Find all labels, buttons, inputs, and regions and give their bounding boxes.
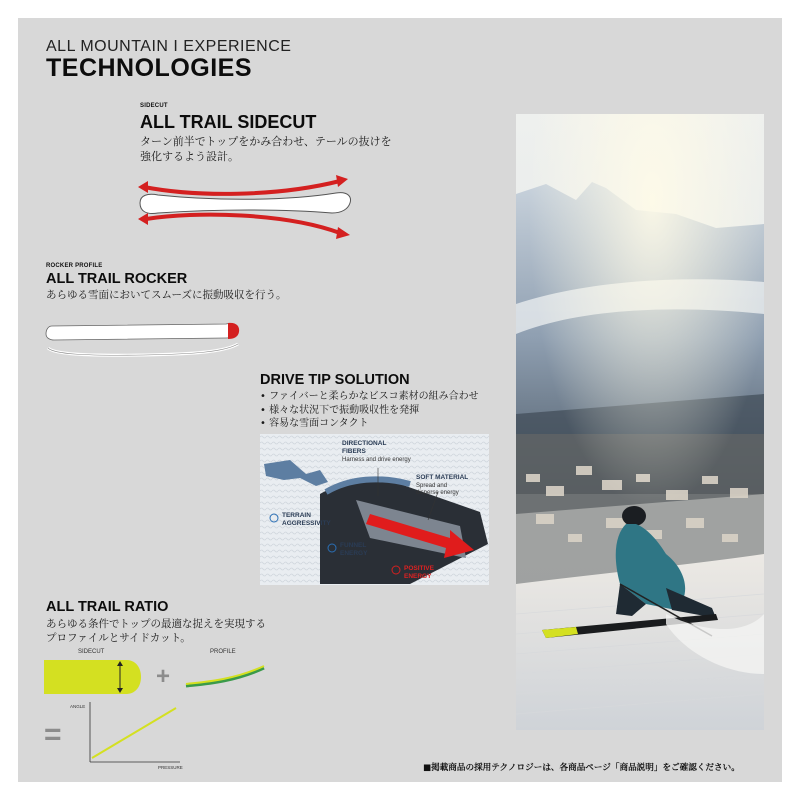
rocker-title: ALL TRAIL ROCKER [46, 271, 188, 287]
ratio-plus-sign: + [156, 663, 171, 690]
fibers-desc: Harness and drive energy [342, 457, 411, 463]
technologies-page [18, 18, 782, 782]
drive-tip-bullet-1: • ファイバーと柔らかなビスコ素材の組み合わせ [260, 391, 479, 402]
rocker-desc: あらゆる雪面においてスムーズに振動吸収を行う。 [46, 289, 287, 301]
sidecut-desc-line2: 強化するよう設計。 [140, 150, 239, 163]
fibers-title-2: FIBERS [342, 448, 366, 455]
skier-photo-illustration [516, 114, 764, 730]
skier-photo [516, 114, 764, 730]
ratio-sidecut-label: SIDECUT [78, 649, 105, 655]
graph-ratio-line [92, 708, 176, 758]
arrow-left-icon [138, 181, 148, 193]
ratio-graph [84, 698, 184, 770]
ratio-profile-label: PROFILE [210, 649, 236, 655]
rocker-small-label: ROCKER PROFILE [46, 263, 103, 269]
positive-label-2: ENERGY [404, 573, 432, 580]
header-title: TECHNOLOGIES [46, 54, 253, 82]
rocker-ski-diagram [44, 318, 244, 362]
drive-tip-bullet-2: • 様々な状況下で振動吸収性を発揮 [260, 405, 420, 416]
terrain-label-1: TERRAIN [282, 512, 311, 519]
funnel-label-1: FUNNEL [340, 542, 367, 549]
soft-material-title: SOFT MATERIAL [416, 474, 469, 481]
ratio-desc-line2: プロファイルとサイドカット。 [46, 632, 191, 644]
graph-x-label: PRESSURE [158, 765, 183, 770]
soft-material-desc-2: disperse energy [416, 490, 459, 496]
funnel-label-2: ENERGY [340, 550, 368, 557]
sidecut-small-label: SIDECUT [140, 103, 168, 109]
ski-side-profile [48, 344, 238, 355]
ratio-title: ALL TRAIL RATIO [46, 599, 169, 615]
header-supertitle: ALL MOUNTAIN I EXPERIENCE [46, 38, 292, 55]
fibers-title-1: DIRECTIONAL [342, 440, 387, 447]
footnote: ■掲載商品の採用テクノロジーは、各商品ページ「商品説明」をご確認ください。 [423, 763, 740, 773]
sidecut-bottom-curve [146, 215, 340, 233]
ski-top-view [140, 193, 350, 214]
sidecut-title: ALL TRAIL SIDECUT [140, 112, 317, 132]
ski-tip-yellow [44, 660, 141, 694]
drive-tip-bullet-3: • 容易な雪面コンタクト [260, 418, 369, 429]
arrow-right-icon [336, 175, 348, 187]
sidecut-ski-diagram [136, 175, 358, 243]
ratio-profile-graphic [184, 662, 270, 692]
arrow-right-icon [336, 227, 350, 239]
graph-y-label: ANGLE [70, 704, 86, 709]
ratio-desc-line1: あらゆる条件でトップの最適な捉えを実現する [46, 618, 266, 630]
arrow-left-icon [138, 213, 148, 225]
ratio-sidecut-graphic [44, 658, 142, 696]
ski-top-profile [46, 323, 238, 340]
sidecut-desc-line1: ターン前半でトップをかみ合わせ、テールの抜けを [140, 135, 392, 148]
soft-material-desc-1: Spread and [416, 483, 448, 489]
ratio-equals-sign: = [44, 718, 62, 751]
drive-tip-title: DRIVE TIP SOLUTION [260, 372, 410, 388]
drive-tip-diagram [260, 434, 489, 585]
ski-tip-red [228, 323, 239, 339]
terrain-label-2: AGGRESSIVITY [282, 520, 331, 527]
sidecut-top-curve [144, 181, 340, 194]
positive-label-1: POSITIVE [404, 565, 434, 572]
